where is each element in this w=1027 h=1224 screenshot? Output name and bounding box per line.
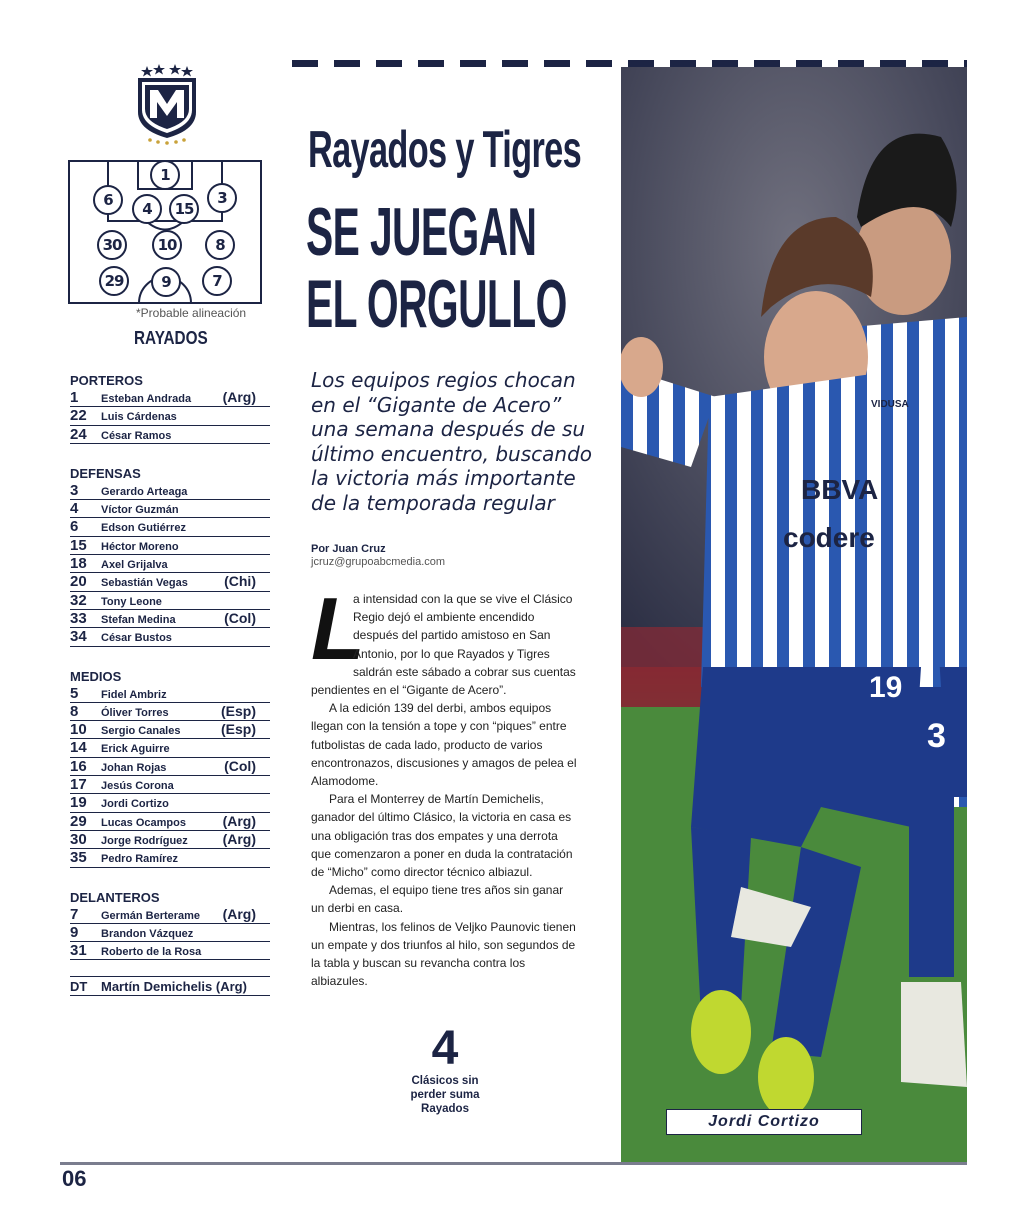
player-name: Johan Rojas <box>101 761 167 774</box>
jersey-number: 14 <box>70 739 87 757</box>
player-name: Roberto de la Rosa <box>101 946 202 959</box>
jersey-number: 33 <box>70 609 87 627</box>
body-paragraph: Mientras, los felinos de Veljko Paunovic tienen un empate y dos triunfos al hilo, son segundos de la tabla y buscan su revancha contra los albiazules. <box>311 919 576 989</box>
jersey-number: 31 <box>70 942 87 960</box>
headline-main <box>306 196 567 340</box>
jersey-number: 9 <box>70 923 79 941</box>
player-name: Sergio Canales <box>101 725 181 738</box>
lineup-player-1: 1 <box>150 160 180 190</box>
roster-row <box>70 721 270 739</box>
roster-row <box>70 794 270 812</box>
body-paragraph: Para el Monterrey de Martín Demichelis, ganador del último Clásico, la victoria en casa es una obligación tras dos empates y una derrota que comenzaron a poner en duda la contratación de “Micho” como director técnico albiazul. <box>311 792 573 880</box>
roster-row <box>70 610 270 628</box>
roster-row <box>70 407 270 425</box>
jersey-number: 35 <box>70 849 87 867</box>
jersey-number: 18 <box>70 555 87 573</box>
back-player-number: 3 <box>927 717 946 755</box>
player-photo <box>621 67 967 1162</box>
player-name: Germán Berterame <box>101 909 201 922</box>
stat-label-1: Clásicos sin <box>411 1075 479 1087</box>
jersey-number: 7 <box>70 905 79 923</box>
player-name: Gerardo Arteaga <box>101 485 188 498</box>
coach-label: DT <box>70 979 88 995</box>
roster-row <box>70 555 270 573</box>
article-body <box>311 579 579 990</box>
lineup-player-10: 10 <box>152 230 182 260</box>
player-name: Esteban Andrada <box>101 393 192 405</box>
jersey-number: 24 <box>70 425 87 443</box>
player-name: Edson Gutiérrez <box>101 522 186 535</box>
roster-row <box>70 924 270 942</box>
body-paragraph: a intensidad con la que se vive el Clásico Regio dejó el ambiente encendido después del partido amistoso en San Antonio, por lo que Rayados y Tigres saldrán este sábado a cobrar sus cuentas pendientes en el “Gigante de Acero”. <box>311 592 576 698</box>
roster-delanteros <box>70 890 270 961</box>
stat-callout <box>390 1024 500 1116</box>
player-name: Sebastián Vegas <box>101 577 188 590</box>
stat-label-2: perder suma <box>410 1089 480 1101</box>
body-paragraph: Ademas, el equipo tiene tres años sin ganar un derbi en casa. <box>311 883 564 916</box>
article-subhead: Los equipos regios chocan en el “Gigante de Acero” una semana después de su último encuentro, buscando la victoria más importante de la temporada regular <box>311 368 593 515</box>
jersey-number: 29 <box>70 812 87 830</box>
rayados-crest-logo <box>132 62 202 146</box>
roster-row <box>70 500 270 518</box>
headline-line-2: SE JUEGAN <box>306 194 537 270</box>
page-number: 06 <box>62 1166 87 1191</box>
photo-caption: Jordi Cortizo <box>666 1109 862 1135</box>
player-name: Tony Leone <box>101 595 162 608</box>
roster-list <box>70 373 270 996</box>
player-name: Stefan Medina <box>101 613 176 626</box>
nationality: (Arg) <box>222 830 256 847</box>
player-name: Jordi Cortizo <box>101 798 169 811</box>
roster-row <box>70 426 270 444</box>
bottom-rule <box>60 1162 967 1165</box>
roster-row <box>70 537 270 555</box>
jersey-number: 8 <box>70 702 79 720</box>
nationality: (Col) <box>224 609 256 626</box>
roster-row <box>70 906 270 924</box>
player-name: César Ramos <box>101 429 172 442</box>
roster-row <box>70 518 270 536</box>
section-title-medios: MEDIOS <box>70 668 122 684</box>
roster-row <box>70 776 270 794</box>
jersey-number: 16 <box>70 757 87 775</box>
player-name: Lucas Ocampos <box>101 816 186 829</box>
roster-coach-row <box>70 976 270 996</box>
player-name: Fidel Ambriz <box>101 688 167 701</box>
roster-row <box>70 685 270 703</box>
lineup-player-8: 8 <box>205 230 235 260</box>
headline-line-1: Rayados y Tigres <box>308 121 582 179</box>
jersey-number: 3 <box>70 481 79 499</box>
jersey-number: 6 <box>70 518 79 536</box>
jersey-number: 1 <box>70 389 79 406</box>
jersey-number: 17 <box>70 776 87 794</box>
roster-row <box>70 831 270 849</box>
stat-number: 4 <box>431 1022 459 1075</box>
player-name: Óliver Torres <box>101 706 169 719</box>
lineup-field-diagram <box>68 160 262 304</box>
team-title: RAYADOS <box>134 328 208 348</box>
lineup-note: *Probable alineación <box>136 306 247 320</box>
jersey-sponsor-2: codere <box>783 522 875 553</box>
player-photo-illustration <box>621 67 967 1162</box>
player-name: Víctor Guzmán <box>101 504 179 517</box>
dropcap: L <box>311 579 365 678</box>
lineup-player-6: 6 <box>93 185 123 215</box>
roster-row <box>70 592 270 610</box>
section-title-delanteros: DELANTEROS <box>70 889 160 905</box>
jersey-number: 4 <box>70 500 79 518</box>
lineup-player-15: 15 <box>169 194 199 224</box>
player-name: César Bustos <box>101 632 172 645</box>
roster-porteros <box>70 373 270 444</box>
body-paragraph: A la edición 139 del derbi, ambos equipos llegan con la tensión a tope y con “piques” entre futbolistas de cada lado, producto de varios encontronazos, discusiones y amagos de pelea el Alamodome. <box>311 701 577 789</box>
author-name: Por Juan Cruz <box>311 543 386 555</box>
player-name: Jesús Corona <box>101 780 174 793</box>
coach-name: Martín Demichelis (Arg) <box>101 979 247 995</box>
lineup-player-7: 7 <box>202 266 232 296</box>
player-name: Héctor Moreno <box>101 540 179 553</box>
lineup-player-29: 29 <box>99 266 129 296</box>
section-title-defensas: DEFENSAS <box>70 465 141 481</box>
lineup-player-4: 4 <box>132 194 162 224</box>
roster-row <box>70 849 270 867</box>
player-name: Jorge Rodríguez <box>101 834 188 847</box>
nationality: (Chi) <box>224 573 256 590</box>
top-dashed-rule <box>292 60 967 67</box>
player-name: Pedro Ramírez <box>101 853 179 866</box>
nationality: (Esp) <box>221 702 256 719</box>
nationality: (Esp) <box>221 721 256 738</box>
player-name: Axel Grijalva <box>101 559 168 572</box>
player-name: Brandon Vázquez <box>101 927 194 940</box>
lineup-player-9: 9 <box>151 267 181 297</box>
stat-label-3: Rayados <box>421 1103 469 1115</box>
jersey-number: 22 <box>70 407 87 425</box>
jersey-number: 19 <box>70 794 87 812</box>
lineup-player-3: 3 <box>207 183 237 213</box>
roster-medios <box>70 669 270 868</box>
nationality: (Arg) <box>222 905 256 922</box>
roster-row <box>70 703 270 721</box>
roster-row <box>70 573 270 591</box>
roster-row <box>70 758 270 776</box>
roster-row <box>70 482 270 500</box>
player-name: Erick Aguirre <box>101 743 170 756</box>
nationality: (Arg) <box>222 389 256 405</box>
roster-row <box>70 628 270 646</box>
nationality: (Col) <box>224 757 256 774</box>
jersey-number: 20 <box>70 573 87 591</box>
roster-defensas <box>70 466 270 647</box>
jersey-number: 5 <box>70 684 79 702</box>
jersey-sleeve-text: VIDUSA <box>871 399 909 410</box>
jersey-number: 15 <box>70 536 87 554</box>
jersey-number: 32 <box>70 591 87 609</box>
lineup-player-30: 30 <box>97 230 127 260</box>
roster-row <box>70 739 270 757</box>
author-email[interactable]: jcruz@grupoabcmedia.com <box>311 556 446 568</box>
shorts-number: 19 <box>869 671 903 704</box>
jersey-number: 30 <box>70 830 87 848</box>
byline <box>311 543 445 568</box>
roster-row <box>70 942 270 960</box>
headline-line-3: EL ORGULLO <box>306 266 567 342</box>
section-title-porteros: PORTEROS <box>70 373 143 388</box>
jersey-number: 10 <box>70 721 87 739</box>
nationality: (Arg) <box>222 812 256 829</box>
roster-row <box>70 389 270 407</box>
jersey-number: 34 <box>70 628 87 646</box>
roster-row <box>70 813 270 831</box>
player-name: Luis Cárdenas <box>101 411 177 424</box>
jersey-sponsor-1: BBVA <box>801 474 879 505</box>
